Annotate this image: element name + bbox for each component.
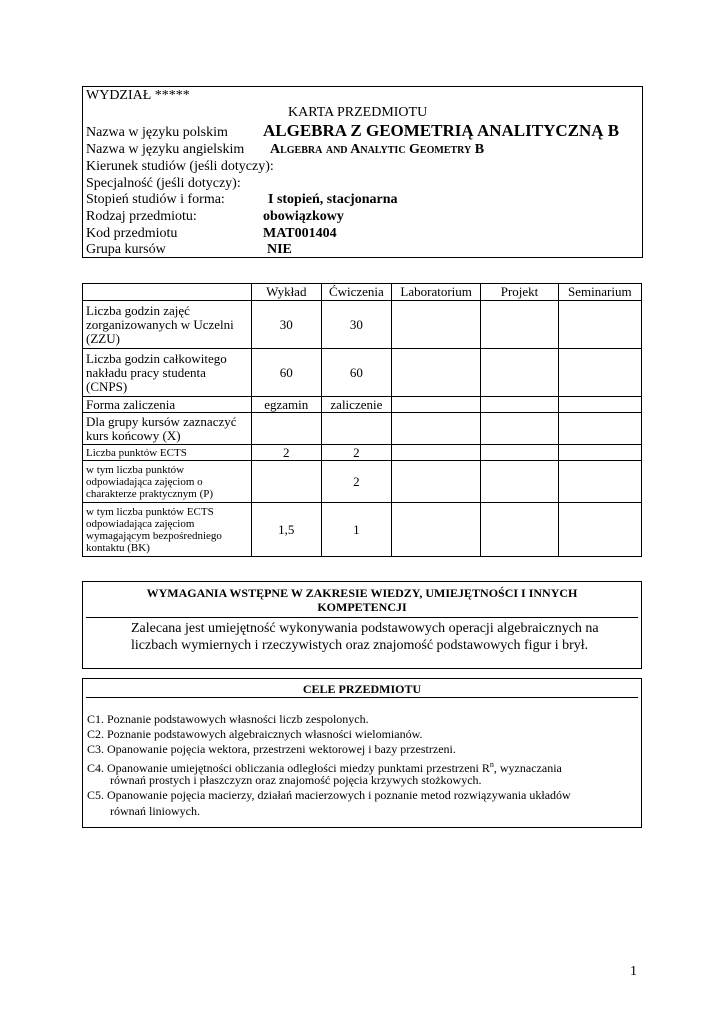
prerequisites-divider [86,617,638,618]
field-label: Kierunek studiów (jeśli dotyczy): [86,159,274,174]
type-value: obowiązkowy [263,209,344,224]
table-cell [391,413,480,445]
name-en-label: Nazwa w języku angielskim [86,142,245,157]
table-cell: 1,5 [251,503,321,557]
table-cell [558,349,641,397]
table-cell [558,461,641,503]
table-row [83,445,642,461]
table-row [83,461,642,503]
course-goals-box [82,678,642,828]
table-cell [558,301,641,349]
goal-c4-text: C4. Opanowanie umiejętności obliczania odległości miedzy punktami przestrzeni R [87,761,490,775]
table-cell: 2 [321,461,391,503]
group-value: NIE [267,242,292,257]
goals-divider [86,697,638,698]
table-cell [391,445,480,461]
specialty-label: Specjalność (jeśli dotyczy): [86,176,241,191]
name-en-value: Algebra and Analytic Geometry B [270,142,485,157]
header-cell-project: Projekt [481,284,558,301]
table-cell: 2 [251,445,321,461]
table-cell [391,349,480,397]
table-cell [481,413,558,445]
header-cell-empty [83,284,252,301]
header-cell-lecture: Wykład [251,284,321,301]
header-cell-laboratory: Laboratorium [391,284,480,301]
goal-c2: C2. Poznanie podstawowych algebraicznych własności wielomianów. [87,727,423,741]
table-cell [481,445,558,461]
table-cell [558,397,641,413]
table-cell [558,503,641,557]
table-cell: 1 [321,503,391,557]
goal-c5-line1: C5. Opanowanie pojęcia macierzy, działań macierzowych i poznanie metod rozwiązywania układów [87,788,571,802]
table-cell [391,301,480,349]
table-cell [481,301,558,349]
card-title: KARTA PRZEDMIOTU [288,105,428,120]
name-pl-value: ALGEBRA Z GEOMETRIĄ ANALITYCZNĄ B [263,121,620,140]
row-label: w tym liczba punktów odpowiadająca zajęciom o charakterze praktycznym (P) [83,461,252,503]
table-cell [558,445,641,461]
table-row [83,397,642,413]
level-label: Stopień studiów i forma: [86,192,225,207]
page-number: 1 [630,964,637,979]
code-value: MAT001404 [263,226,337,241]
table-cell [251,413,321,445]
goal-c4-superscript: n [489,760,494,769]
table-cell [391,397,480,413]
prerequisites-text-line2: liczbach wymiernych i rzeczywistych oraz znajomość podstawowych figur i brył. [131,638,589,653]
prerequisites-title: WYMAGANIA WSTĘPNE W ZAKRESIE WIEDZY, UMIEJĘTNOŚCI I INNYCH KOMPETENCJI [146,586,578,614]
table-row [83,503,642,557]
goal-c1: C1. Poznanie podstawowych własności liczb zespolonych. [87,712,369,726]
table-row [83,349,642,397]
table-cell [481,397,558,413]
prerequisites-text-line1: Zalecana jest umiejętność wykonywania podstawowych operacji algebraicznych na [131,621,599,636]
table-cell: 30 [251,301,321,349]
code-label: Kod przedmiotu [86,226,178,241]
row-label: Dla grupy kursów zaznaczyć kurs końcowy (X) [83,413,252,445]
table-cell: 60 [251,349,321,397]
header-cell-seminar: Seminarium [558,284,641,301]
goal-c3: C3. Opanowanie pojęcia wektora, przestrzeni wektorowej i bazy przestrzeni. [87,742,456,756]
table-cell: egzamin [251,397,321,413]
table-cell [321,413,391,445]
prerequisites-box [82,581,642,669]
goal-c4-line2: równań prostych i płaszczyzn oraz znajomość pojęcia krzywych stożkowych. [110,773,482,787]
header-cell-exercises: Ćwiczenia [321,284,391,301]
row-label: w tym liczba punktów ECTS odpowiadająca zajęciom wymagającym bezpośredniego kontaktu (BK) [83,503,252,557]
table-cell [391,461,480,503]
course-header-box [82,86,643,258]
hours-table [82,283,642,557]
table-row [83,413,642,445]
row-label: Forma zaliczenia [83,397,252,413]
goal-c5-line2: równań liniowych. [110,804,200,818]
group-label: Grupa kursów [86,242,166,257]
table-cell: 30 [321,301,391,349]
faculty-line: WYDZIAŁ ***** [86,88,190,103]
row-label: Liczba punktów ECTS [83,445,252,461]
table-row [83,301,642,349]
table-cell [251,461,321,503]
table-cell [481,503,558,557]
type-label: Rodzaj przedmiotu: [86,209,197,224]
name-pl-label: Nazwa w języku polskim [86,125,228,140]
table-cell: zaliczenie [321,397,391,413]
table-cell [481,349,558,397]
row-label: Liczba godzin zajęć zorganizowanych w Uczelni (ZZU) [83,301,252,349]
table-cell: 60 [321,349,391,397]
table-header-row [83,284,642,301]
table-cell [558,413,641,445]
goal-c4-text-end: , wyznaczania [493,761,562,775]
goals-title: CELE PRZEDMIOTU [302,682,422,696]
row-label: Liczba godzin całkowitego nakładu pracy studenta (CNPS) [83,349,252,397]
table-cell [391,503,480,557]
table-cell: 2 [321,445,391,461]
level-value: I stopień, stacjonarna [268,192,398,207]
table-cell [481,461,558,503]
